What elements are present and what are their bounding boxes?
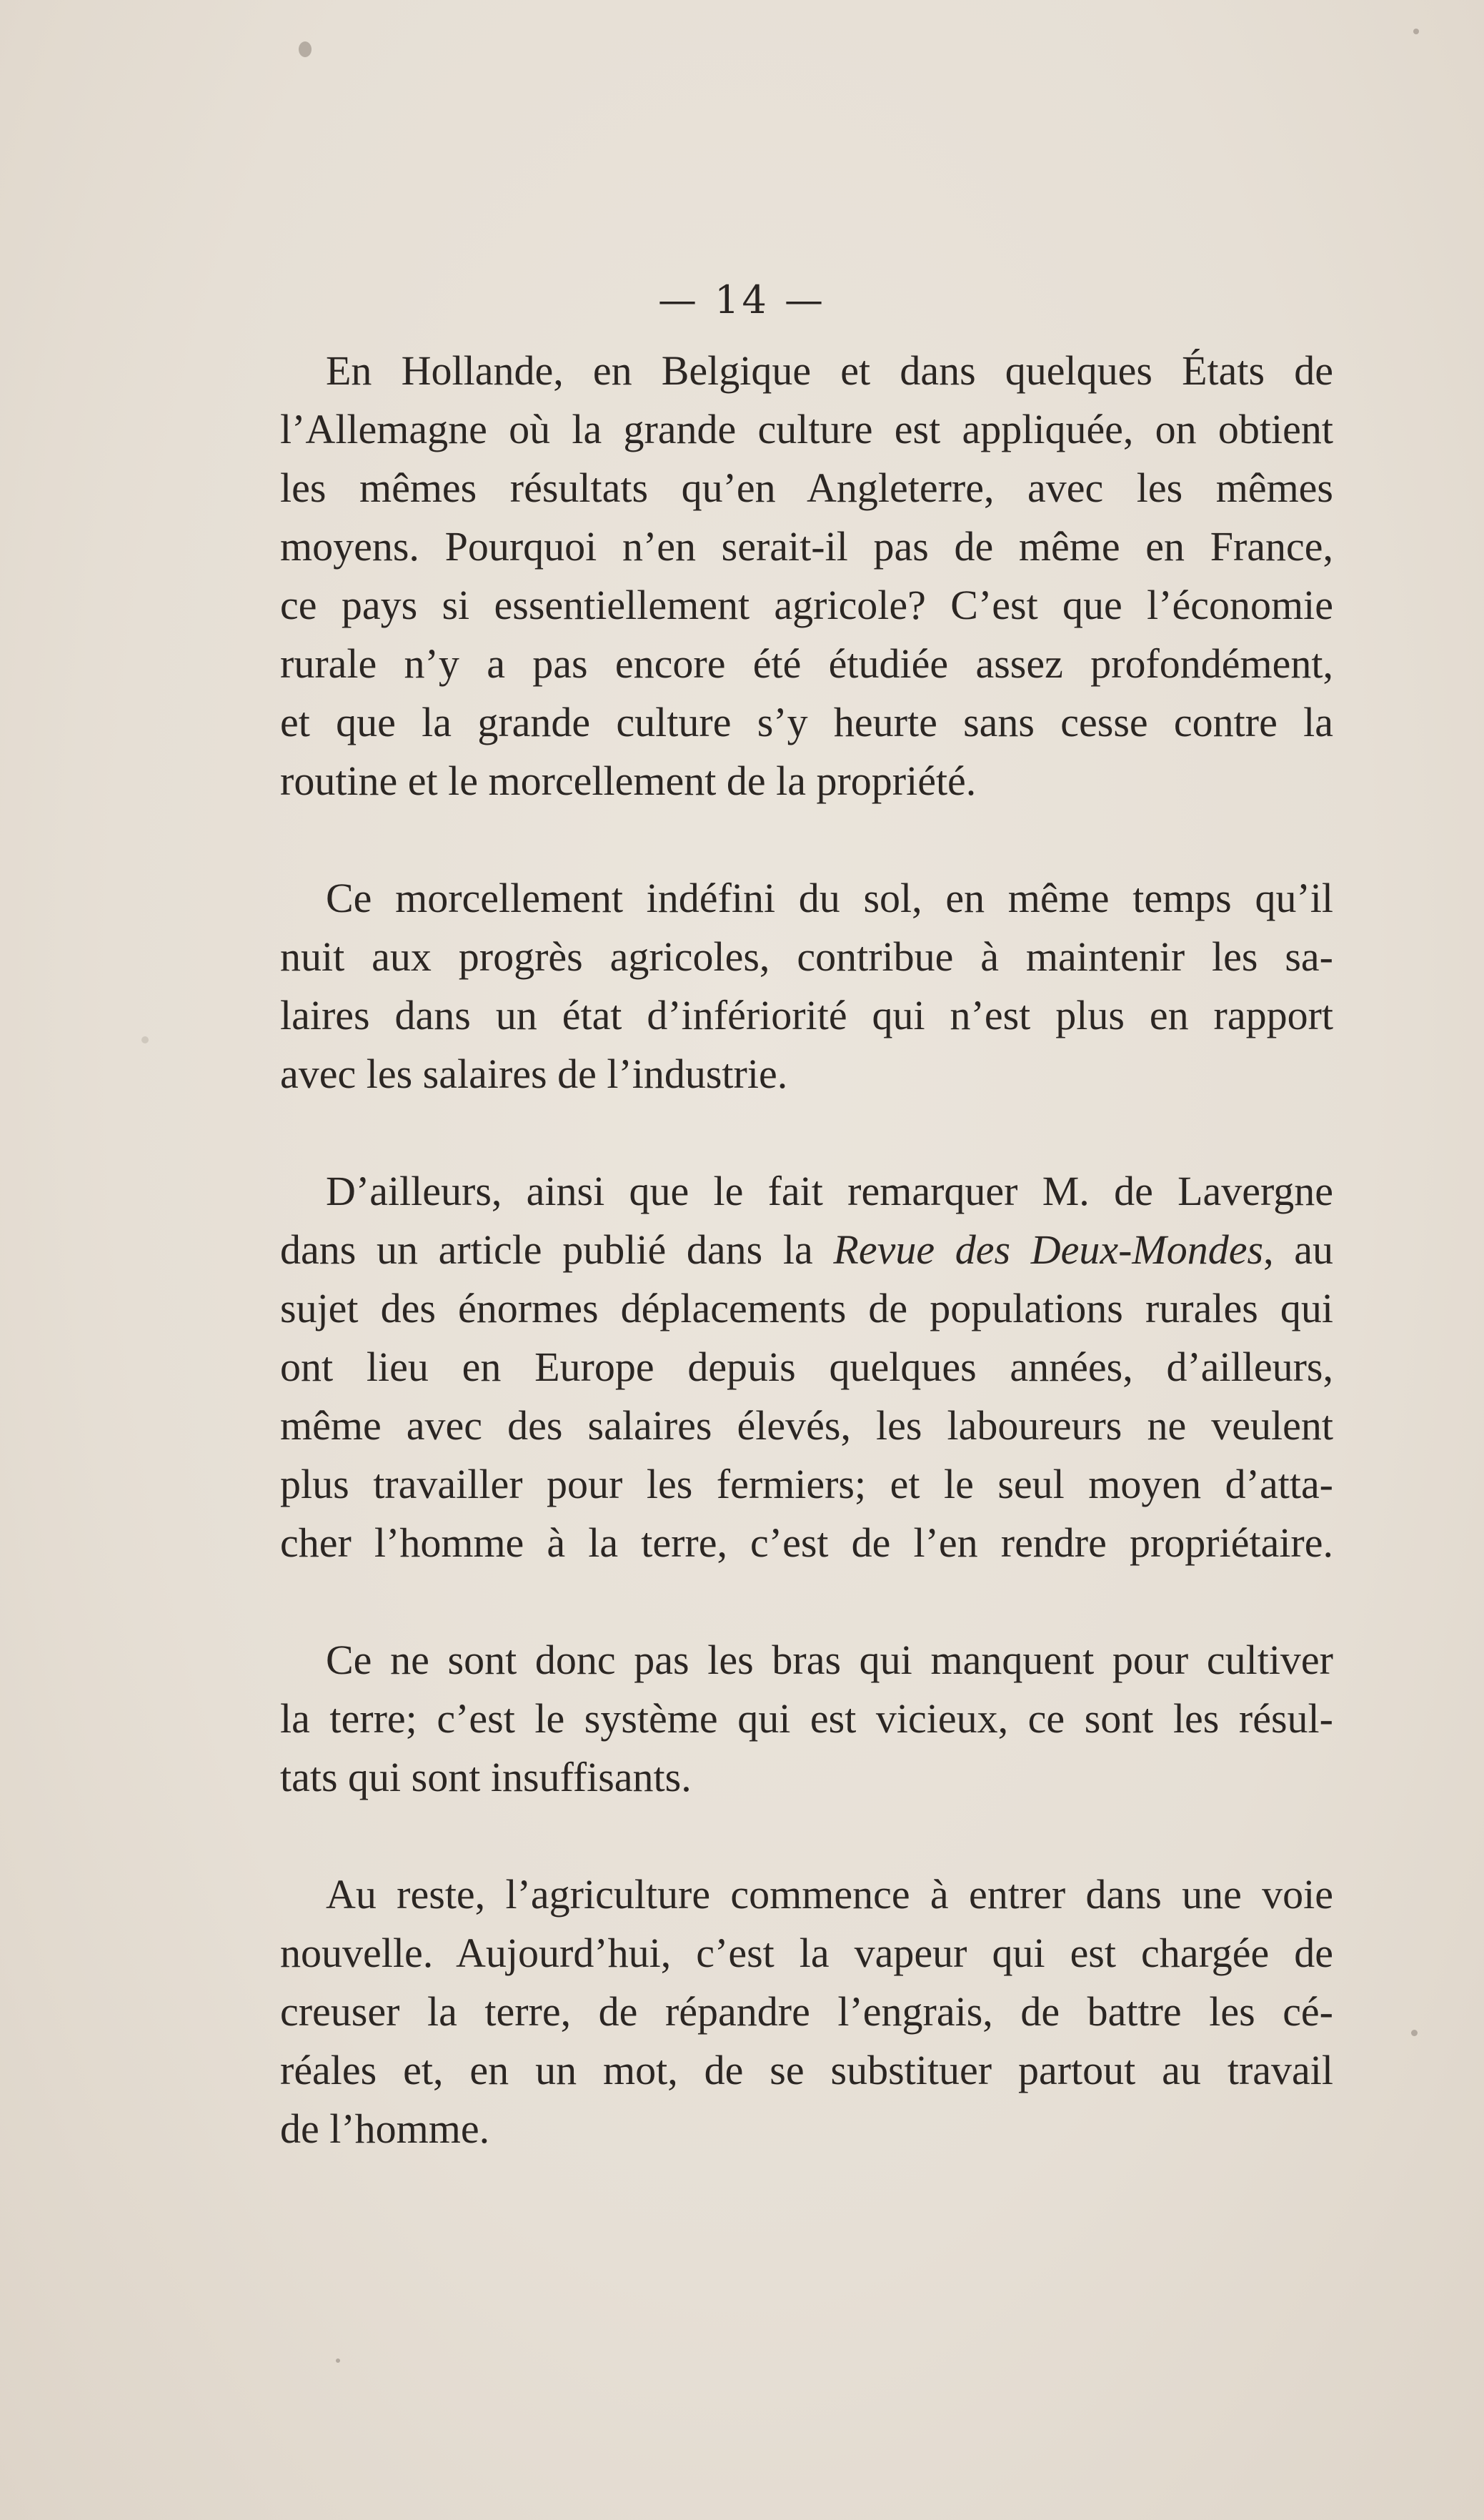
paper-speck — [1411, 2030, 1418, 2036]
text-line: et que la grande culture s’y heurte sans cesse contre la — [280, 699, 1333, 745]
text-line: En Hollande, en Belgique et dans quelques États de — [326, 347, 1333, 394]
paragraph-2 — [280, 869, 1333, 1103]
text-run: dans un article publié dans la — [280, 1226, 834, 1273]
journal-title: Revue des Deux-Mondes — [833, 1226, 1264, 1273]
text-line: de l’homme. — [280, 2105, 490, 2152]
text-line: laires dans un état d’infériorité qui n’est plus en rapport — [280, 992, 1333, 1038]
text-line: sujet des énormes déplacements de populations rurales qui — [280, 1285, 1333, 1331]
paper-speck — [336, 2358, 340, 2363]
text-line — [280, 1221, 1333, 1279]
text-line: moyens. Pourquoi n’en serait-il pas de même en France, — [280, 523, 1333, 570]
paper-speck — [141, 1036, 149, 1043]
text-line: même avec des salaires élevés, les laboureurs ne veulent — [280, 1402, 1333, 1449]
paper-speck — [1413, 29, 1419, 34]
text-line: l’Allemagne où la grande culture est appliquée, on obtient — [280, 406, 1333, 452]
text-line: routine et le morcellement de la propriété. — [280, 758, 977, 804]
text-line: creuser la terre, de répandre l’engrais, de battre les cé- — [280, 1988, 1333, 2035]
text-run: , au — [1263, 1226, 1333, 1273]
text-line: ce pays si essentiellement agricole? C’est que l’économie — [280, 582, 1333, 628]
paragraph-4 — [280, 1631, 1333, 1807]
text-line: Ce ne sont donc pas les bras qui manquent pour cultiver — [326, 1637, 1333, 1683]
paper-speck — [299, 41, 312, 57]
text-line: avec les salaires de l’industrie. — [280, 1051, 788, 1097]
text-line: nuit aux progrès agricoles, contribue à maintenir les sa- — [280, 933, 1333, 980]
text-line: nouvelle. Aujourd’hui, c’est la vapeur qui est chargée de — [280, 1930, 1333, 1976]
text-line: rurale n’y a pas encore été étudiée assez profondément, — [280, 640, 1333, 687]
text-line: cher l’homme à la terre, c’est de l’en rendre propriétaire. — [280, 1519, 1333, 1566]
text-line: D’ailleurs, ainsi que le fait remarquer M. de Lavergne — [326, 1168, 1333, 1214]
page-number: — 14 — — [657, 277, 827, 322]
paragraph-3 — [280, 1162, 1333, 1572]
text-line: plus travailler pour les fermiers; et le seul moyen d’atta- — [280, 1461, 1333, 1507]
paragraph-1 — [280, 342, 1333, 810]
text-line: la terre; c’est le système qui est vicieux, ce sont les résul- — [280, 1695, 1333, 1742]
text-line: réales et, en un mot, de se substituer partout au travail — [280, 2047, 1333, 2093]
text-line: ont lieu en Europe depuis quelques années, d’ailleurs, — [280, 1344, 1333, 1390]
paragraph-5 — [280, 1865, 1333, 2158]
text-line: les mêmes résultats qu’en Angleterre, avec les mêmes — [280, 465, 1333, 511]
text-line: Ce morcellement indéfini du sol, en même temps qu’il — [326, 875, 1333, 921]
text-line: Au reste, l’agriculture commence à entrer dans une voie — [326, 1871, 1333, 1918]
text-line: tats qui sont insuffisants. — [280, 1754, 692, 1800]
body-text — [280, 342, 1333, 2158]
